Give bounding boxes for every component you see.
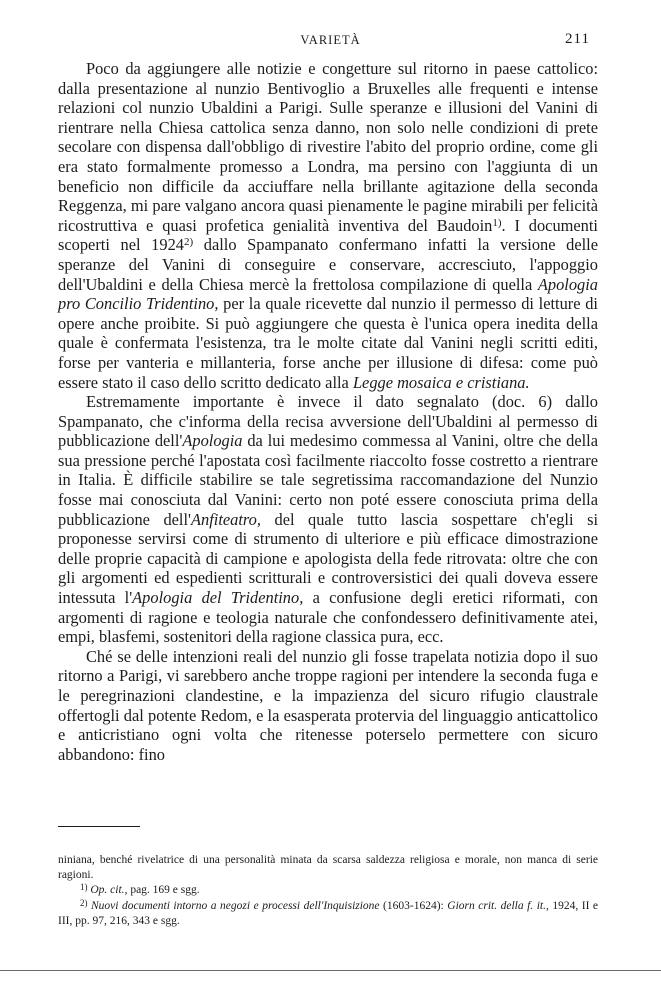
page-number: 211: [565, 31, 590, 47]
footnotes: [58, 853, 598, 929]
italic-title: Giorn crit. della f. it.: [447, 899, 546, 912]
text-run: Estremamente importante è invece il dato segnalato (doc. 6) dallo Spampanato, che c'informa della recisa avversione dell'Ubaldini al permesso di pubblicazione dell': [58, 392, 598, 451]
text-run: . I documenti scoperti nel 1924: [58, 215, 598, 255]
text-run: , 1924, II e III, pp. 97, 216, 343 e sgg.: [58, 899, 599, 927]
paragraph-2: [58, 392, 598, 647]
footnote-separator: [58, 826, 140, 827]
italic-title: Legge mosaica e cristiana.: [352, 372, 530, 392]
footnote-mark: 2): [80, 897, 88, 908]
running-header: VARIETÀ: [300, 33, 361, 47]
italic-title: Op. cit.: [90, 884, 125, 897]
page-bottom-edge: [0, 970, 661, 971]
text-run: dallo Spampanato confermano infatti la versione delle speranze del Vanini di conseguire e conservare, accresciuto, l'appoggio dell'Ubaldini e della Chiesa mercè la frettolosa compilazione di quella: [58, 235, 599, 294]
footnote-continuation: niniana, benché rivelatrice di una personalità minata da scarsa saldezza religiosa e morale, non manca di serie ragioni.: [58, 854, 598, 882]
footnote-ref-2: 2): [183, 236, 194, 249]
text-run: del quale tutto lascia sospettare ch'egli si proponesse servirsi come di strumento di ulteriore e più efficace dimostrazione delle proprie capacità di campione e apologista della fede ritrovata: oltre che con gli argomenti ed espedienti scritturali e controversistici dei quali doveva essere intessuta l': [58, 509, 599, 608]
italic-title: Nuovi documenti intorno a negozi e processi dell'Inquisizione: [91, 899, 380, 912]
main-text: [58, 59, 598, 764]
text-run: Ché se delle intenzioni reali del nunzio gli fosse trapelata notizia dopo il suo ritorno a Parigi, vi sarebbero anche troppe ragioni per intendere la seconda fuga e le peregrinazioni clandestine, e la impazienza del sicuro rifugio claustrale offertogli dal potente Redom, e la esasperata protervia del linguaggio anticattolico e anticristiano ogni volta che ritenesse poterselo permettere con sicuro abbandono: fino: [58, 646, 598, 764]
text-run: (1603-1624):: [379, 899, 448, 912]
italic-title: Apologia del Tridentino,: [132, 588, 304, 608]
text-run: a confusione degli eretici riformati, con argomenti di ragione e teologia naturale che confondessero definitivamente atei, empi, blasfemi, sostenitori della ragione classica pura, ecc.: [58, 588, 598, 647]
footnote-ref-1: 1): [492, 216, 502, 229]
italic-title: Apologia: [182, 431, 243, 451]
footnote-1: [58, 883, 598, 898]
paragraph-3: [58, 647, 598, 765]
text-run: da lui medesimo commessa al Vanini, oltre che della sua pressione perché l'apostata così facilmente riaccolto fosse costretto a rientrare in Italia. È difficile stabilire se tale segretissima raccomandazione del Nunzio fosse mai conosciuta dal Vanini: certo non poté essere conosciuta prima della pubblicazione dell': [58, 431, 598, 529]
text-run: per la quale ricevette dal nunzio il permesso di letture di opere anche proibite. Si può aggiungere che questa è l'unica opera inedita della quale è confermata l'esistenza, tra le molte citate dal Vanini negli scritti editi, forse per vanteria e millanteria, forse anche per illusione di difesa: come può essere stato il caso dello scritto dedicato alla: [58, 294, 598, 392]
text-run: , pag. 169 e sgg.: [124, 884, 200, 897]
italic-title: Apologia pro Concilio Tridentino,: [58, 274, 598, 314]
footnote-mark: 1): [80, 882, 88, 893]
paragraph-1: [58, 59, 598, 392]
italic-title: Anfiteatro,: [191, 509, 261, 529]
footnote-2: [58, 899, 598, 929]
text-run: Poco da aggiungere alle notizie e congetture sul ritorno in paese cattolico: dalla presentazione al nunzio Bentivoglio a Bruxelles alle frequenti e intense relazioni col nunzio Ubaldini a Parigi. Sulle speranze e illusioni del Vanini di rientrare nella Chiesa cattolica senza danno, non solo nelle condizioni di prete secolare con dispensa dall'obbligo di rivestire l'abito del proprio ordine, come gli era stato formalmente promesso a Londra, ma persino con l'aggiunta di un beneficio non difficile da acciuffare nella brillante agitazione della seconda Reggenza, mi pare valgano ancora quasi pienamente le pagine mirabili per felicità ricostruttiva e quasi profetica genialità inventiva del Baudoin: [58, 59, 598, 235]
